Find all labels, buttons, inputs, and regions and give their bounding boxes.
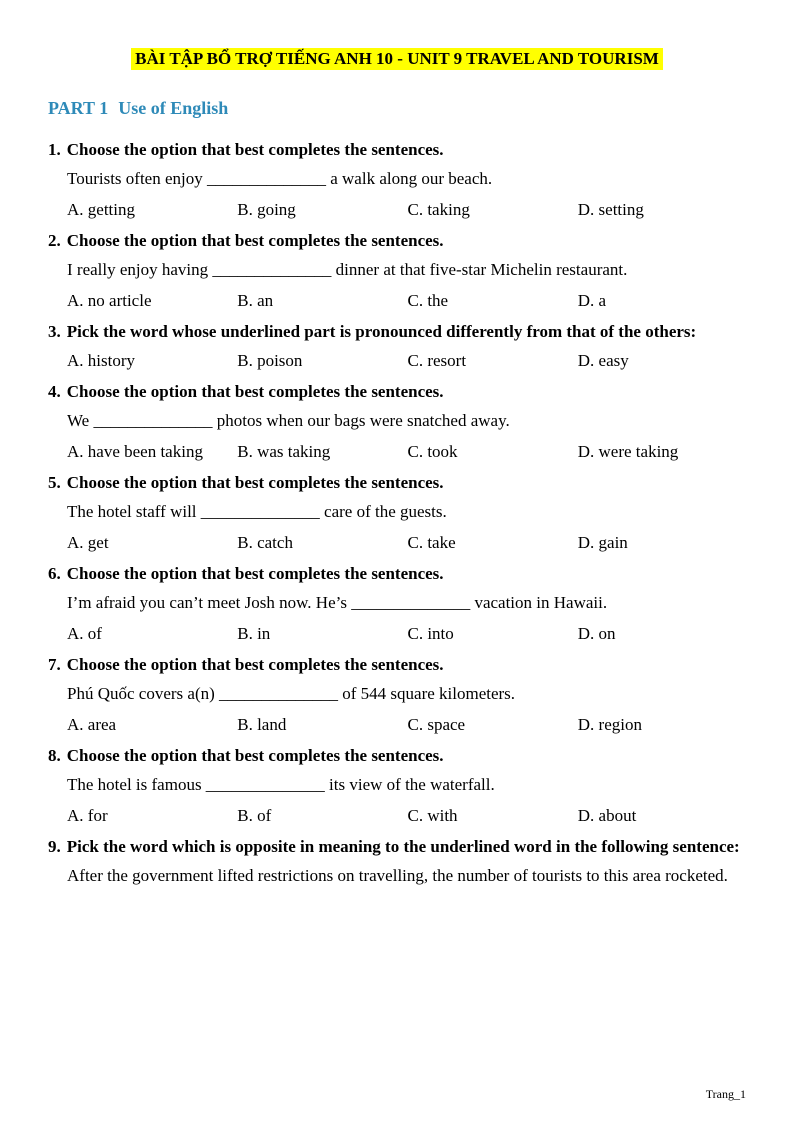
answer-option: B. in <box>237 624 271 643</box>
answer-option: A. history <box>67 351 135 370</box>
question-sentence: We ______________ photos when our bags were snatched away. <box>67 411 510 430</box>
question-number: 3. <box>48 322 61 341</box>
question-item <box>48 230 748 312</box>
answer-option: A. have been taking <box>67 442 203 461</box>
question-number: 6. <box>48 564 61 583</box>
answer-option: B. land <box>237 715 287 734</box>
question-number: 1. <box>48 140 61 159</box>
answer-option: C. took <box>407 442 458 461</box>
question-sentence: After the government lifted restrictions on travelling, the number of tourists to this area rocketed. <box>67 866 728 885</box>
answer-option: C. the <box>407 291 449 310</box>
question-instruction-text: Pick the word which is opposite in meaning to the underlined word in the following sentence: <box>66 837 740 856</box>
question-item <box>48 321 748 372</box>
question-number: 9. <box>48 837 61 856</box>
question-sentence: The hotel is famous ______________ its view of the waterfall. <box>67 775 495 794</box>
question-item <box>48 654 748 736</box>
question-instruction-text: Pick the word whose underlined part is pronounced differently from that of the others: <box>66 322 697 341</box>
answer-option: D. setting <box>577 200 644 219</box>
answer-options <box>67 532 748 554</box>
question-instruction <box>48 745 748 766</box>
question-instruction-text: Choose the option that best completes the sentences. <box>66 231 444 250</box>
question-item <box>48 563 748 645</box>
question-number: 8. <box>48 746 61 765</box>
answer-options <box>67 623 748 645</box>
question-instruction <box>48 472 748 493</box>
page-footer: Trang_1 <box>705 1087 746 1101</box>
question-instruction-text: Choose the option that best completes the sentences. <box>66 564 444 583</box>
answer-option: A. area <box>67 715 117 734</box>
question-instruction <box>48 381 748 402</box>
answer-options <box>67 290 748 312</box>
question-number: 2. <box>48 231 61 250</box>
answer-option: B. catch <box>237 533 293 552</box>
question-item <box>48 139 748 221</box>
answer-options <box>67 805 748 827</box>
answer-option: D. easy <box>577 351 629 370</box>
answer-options <box>67 199 748 221</box>
answer-option: C. take <box>407 533 456 552</box>
answer-option: B. poison <box>237 351 303 370</box>
answer-options <box>67 441 748 463</box>
question-list <box>48 139 748 896</box>
answer-option: A. of <box>67 624 102 643</box>
question-sentence: I’m afraid you can’t meet Josh now. He’s ______________ vacation in Hawaii. <box>67 593 608 612</box>
answer-option: B. an <box>237 291 274 310</box>
answer-option: D. were taking <box>577 442 679 461</box>
question-item <box>48 745 748 827</box>
question-instruction <box>48 563 748 584</box>
answer-options <box>67 350 748 372</box>
question-sentence: I really enjoy having ______________ dinner at that five-star Michelin restaurant. <box>67 260 628 279</box>
question-number: 5. <box>48 473 61 492</box>
answer-option: A. for <box>67 806 108 825</box>
answer-option: D. a <box>577 291 607 310</box>
answer-option: D. region <box>577 715 642 734</box>
answer-option: C. with <box>407 806 458 825</box>
answer-option: A. getting <box>67 200 135 219</box>
answer-option: A. no article <box>67 291 152 310</box>
question-instruction-text: Choose the option that best completes the sentences. <box>66 746 444 765</box>
question-item <box>48 381 748 463</box>
question-number: 7. <box>48 655 61 674</box>
question-sentence: Phú Quốc covers a(n) ______________ of 544 square kilometers. <box>67 684 516 703</box>
question-instruction-text: Choose the option that best completes the sentences. <box>66 473 444 492</box>
question-number: 4. <box>48 382 61 401</box>
part-label: PART 1 <box>48 98 109 118</box>
question-instruction <box>48 654 748 675</box>
answer-option: C. taking <box>407 200 470 219</box>
question-instruction <box>48 230 748 251</box>
question-item <box>48 836 748 887</box>
answer-option: D. gain <box>577 533 628 552</box>
question-instruction <box>48 836 748 857</box>
question-sentence: Tourists often enjoy ______________ a walk along our beach. <box>67 169 493 188</box>
answer-option: B. of <box>237 806 272 825</box>
part-heading <box>48 98 228 119</box>
answer-option: C. into <box>407 624 454 643</box>
part-name: Use of English <box>118 98 229 118</box>
question-item <box>48 472 748 554</box>
question-instruction-text: Choose the option that best completes the sentences. <box>66 382 444 401</box>
answer-option: B. was taking <box>237 442 331 461</box>
title-container <box>0 48 794 70</box>
question-instruction-text: Choose the option that best completes the sentences. <box>66 655 444 674</box>
answer-option: C. space <box>407 715 466 734</box>
answer-option: D. about <box>577 806 637 825</box>
question-instruction-text: Choose the option that best completes the sentences. <box>66 140 444 159</box>
answer-option: C. resort <box>407 351 467 370</box>
answer-option: B. going <box>237 200 296 219</box>
answer-option: A. get <box>67 533 109 552</box>
question-instruction <box>48 321 748 342</box>
document-title: BÀI TẬP BỔ TRỢ TIẾNG ANH 10 - UNIT 9 TRAVEL AND TOURISM <box>131 48 663 70</box>
answer-option: D. on <box>577 624 616 643</box>
question-instruction <box>48 139 748 160</box>
answer-options <box>67 714 748 736</box>
question-sentence: The hotel staff will ______________ care of the guests. <box>67 502 447 521</box>
